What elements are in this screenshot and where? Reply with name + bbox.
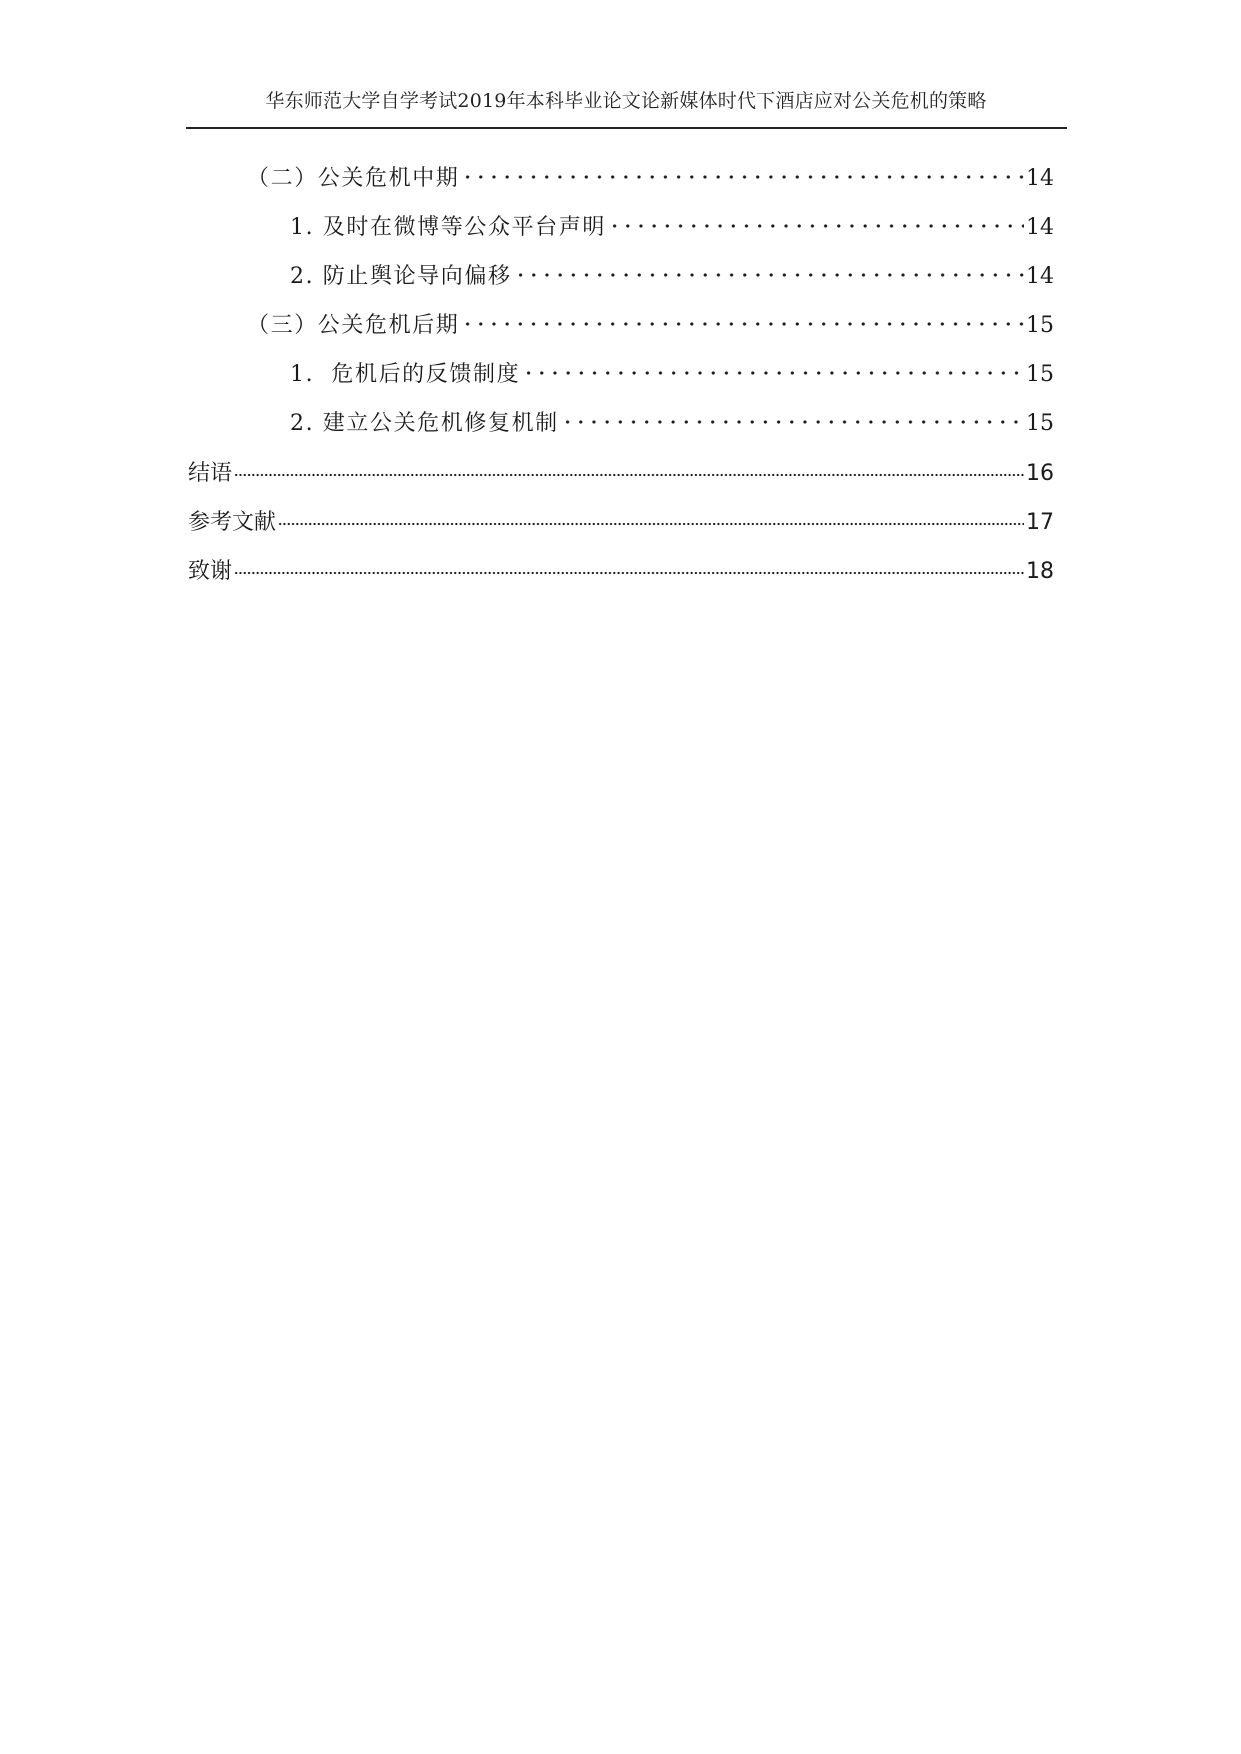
toc-entry-label: 结语	[188, 461, 233, 486]
toc-entry-prevent-opinion-drift[interactable]	[290, 259, 1054, 290]
toc-dot-leader	[278, 521, 1024, 527]
toc-entry-label: 参考文献	[188, 510, 277, 535]
toc-page-number: 17	[1026, 510, 1054, 535]
toc-entry-conclusion[interactable]	[188, 456, 1054, 487]
toc-entry-label: （三）公关危机后期	[247, 313, 460, 338]
toc-dot-leader	[234, 472, 1024, 478]
toc-entry-label: 2. 防止舆论导向偏移	[290, 264, 512, 289]
toc-dot-leader	[461, 319, 1024, 329]
toc-page-number: 14	[1026, 166, 1054, 191]
toc-entry-label: 致谢	[188, 559, 233, 584]
toc-page-number: 14	[1026, 264, 1054, 289]
toc-page-number: 15	[1026, 313, 1054, 338]
toc-page-number: 15	[1026, 362, 1054, 387]
toc-dot-leader	[461, 172, 1024, 182]
toc-dot-leader	[514, 270, 1024, 280]
toc-page-number: 15	[1026, 411, 1054, 436]
toc-entry-midterm-crisis[interactable]	[247, 161, 1054, 192]
toc-entry-references[interactable]	[188, 505, 1054, 536]
toc-page-number: 18	[1026, 559, 1054, 584]
toc-entry-label: 1. 及时在微博等公众平台声明	[290, 215, 606, 240]
toc-dot-leader	[561, 417, 1024, 427]
toc-page-number: 16	[1026, 461, 1054, 486]
toc-entry-late-crisis[interactable]	[247, 308, 1054, 339]
toc-entry-weibo-statement[interactable]	[290, 210, 1054, 241]
toc-entry-label: 1. 危机后的反馈制度	[290, 362, 521, 387]
toc-entry-label: （二）公关危机中期	[247, 166, 460, 191]
toc-entry-acknowledgements[interactable]	[188, 554, 1054, 585]
toc-dot-leader	[522, 368, 1024, 378]
toc-dot-leader	[234, 570, 1024, 576]
toc-dot-leader	[608, 221, 1024, 231]
toc-entry-label: 2. 建立公关危机修复机制	[290, 411, 559, 436]
page-header-title: 华东师范大学自学考试2019年本科毕业论文论新媒体时代下酒店应对公关危机的策略	[265, 90, 987, 112]
toc-page-number: 14	[1026, 215, 1054, 240]
toc-entry-repair-mechanism[interactable]	[290, 406, 1054, 437]
toc-entry-feedback-system[interactable]	[290, 357, 1054, 388]
